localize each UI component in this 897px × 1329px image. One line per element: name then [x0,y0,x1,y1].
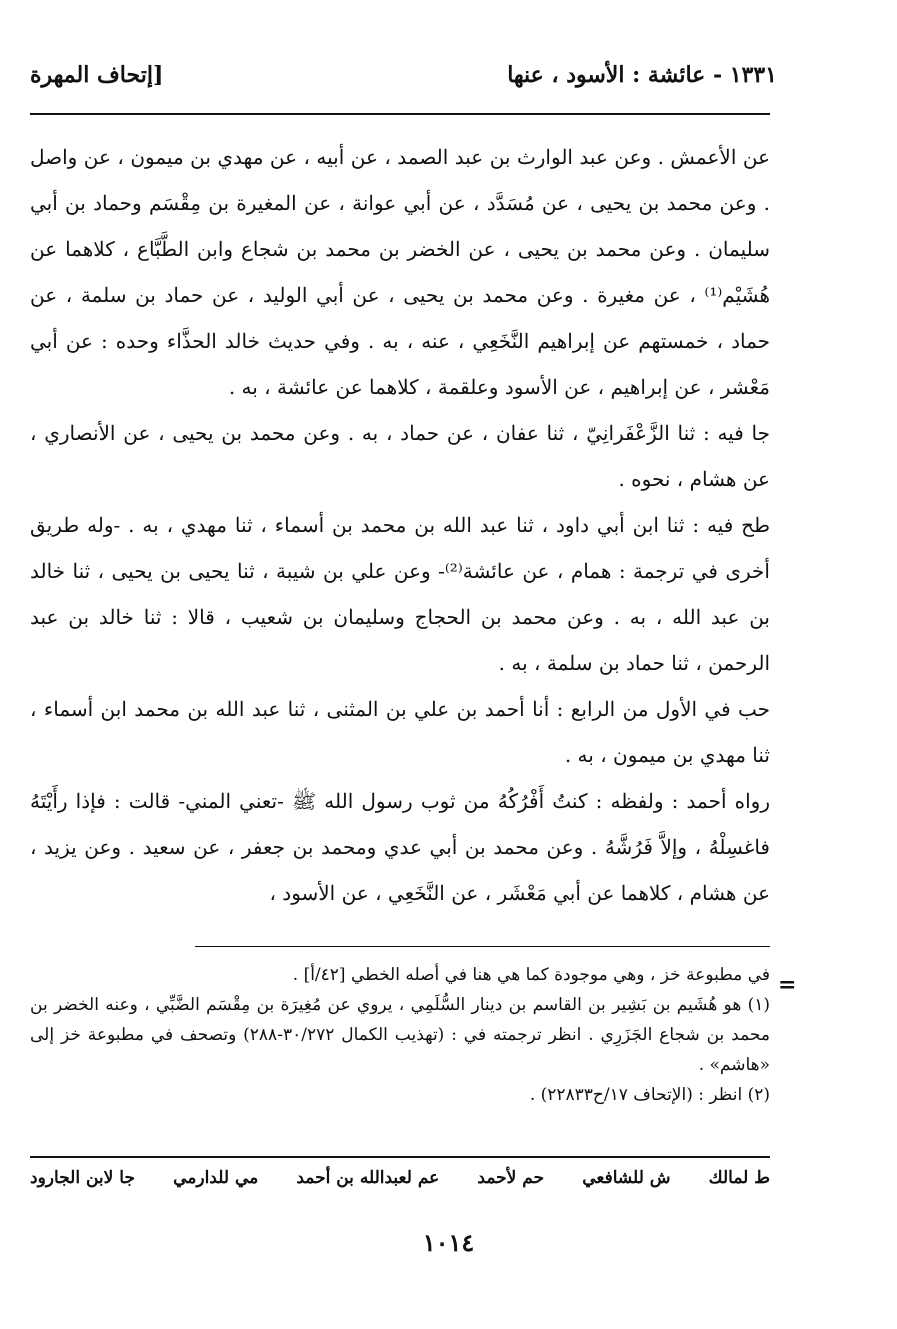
abbreviation-item: ش للشافعي [582,1168,671,1188]
main-text [30,134,770,916]
footnote-rule [195,946,770,947]
paragraph: عن الأعمش . وعن عبد الوارث بن عبد الصمد ، عن أبيه ، عن مهدي بن ميمون ، عن واصل . وعن محمد بن يحيى ، عن مُسَدَّد ، عن أبي عوانة ، عن المغيرة بن مِقْسَم وحماد بن أبي سليمان . وعن محمد بن يحيى ، عن الخضر بن محمد بن شجاع وابن الطَّبَّاع ، كلاهما عن هُشَيْم⁽¹⁾ ، عن مغيرة . وعن محمد بن يحيى ، عن أبي الوليد ، عن حماد بن سلمة ، عن حماد ، خمستهم عن إبراهيم النَّخَعِي ، عنه ، به . وفي حديث خالد الحذَّاء وحده : عن أبي مَعْشر ، عن إبراهيم ، عن الأسود وعلقمة ، كلاهما عن عائشة ، به . [30,145,770,399]
footnote-1: (١) هو هُشَيم بن بَشِير بن القاسم بن دينار السُّلَمِي ، يروي عن مُغِيرَة بن مِقْسَم الضَّبِّي ، وعنه الخضر بن محمد بن شجاع الجَزَرِي . انظر ترجمته في : (تهذيب الكمال ٣٠/٢٧٢-٢٨٨) وتصحف في مطبوعة خز إلى «هاشم» . [30,995,770,1075]
footnote-continuation: في مطبوعة خز ، وهي موجودة كما هي هنا في أصله الخطي [٤٢/أ] . [292,965,770,985]
abbreviation-item: عم لعبدالله بن أحمد [296,1168,440,1188]
footnotes [30,960,770,1110]
abbreviation-item: حم لأحمد [477,1168,545,1188]
header-rule [30,113,770,115]
abbreviation-item: جا لابن الجارود [30,1168,135,1188]
paragraph: جا فيه : ثنا الزَّعْفَرانِيّ ، ثنا عفان ، عن حماد ، به . وعن محمد بن يحيى ، عن الأنصاري ، عن هشام ، نحوه . [30,421,770,491]
paragraph: طح فيه : ثنا ابن أبي داود ، ثنا عبد الله بن محمد بن أسماء ، ثنا مهدي ، به . -وله طريق أخرى في ترجمة : همام ، عن عائشة⁽²⁾- وعن علي بن شيبة ، ثنا يحيى بن يحيى ، ثنا خالد بن عبد الله ، به . وعن محمد بن الحجاج وسليمان بن شعيب ، قالا : ثنا خالد بن عبد الرحمن ، ثنا حماد بن سلمة ، به . [30,513,770,675]
footnote-2: (٢) انظر : (الإتحاف ١٧/ح٢٢٨٣٣) . [529,1085,770,1105]
running-header-book: [إتحاف المهرة [30,62,164,88]
paragraph: حب في الأول من الرابع : أنا أحمد بن علي بن المثنى ، ثنا عبد الله بن محمد ابن أسماء ، ثنا مهدي بن ميمون ، به . [30,697,770,767]
abbreviations-rule [30,1156,770,1158]
paragraph: رواه أحمد : ولفظه : كنتُ أَفْرُكُهُ من ثوب رسول الله ﷺ -تعني المني- قالت : فإذا رأَيْتَهُ فاغسِلْهُ ، وإلاَّ فَرُشَّهُ . وعن محمد بن أبي عدي ومحمد بن جعفر ، عن سعيد . وعن يزيد ، عن هشام ، كلاهما عن أبي مَعْشَر ، عن النَّخَعِي ، عن الأسود ، [30,789,770,905]
abbreviation-item: مي للدارمي [173,1168,259,1188]
page-number: ١٠١٤ [422,1228,475,1257]
running-header-title: ١٣٣١ - عائشة : الأسود ، عنها [507,62,777,88]
footnote-continuation-marker: = [778,972,797,998]
abbreviation-item: ط لمالك [708,1168,770,1188]
abbreviations-legend [30,1168,770,1188]
